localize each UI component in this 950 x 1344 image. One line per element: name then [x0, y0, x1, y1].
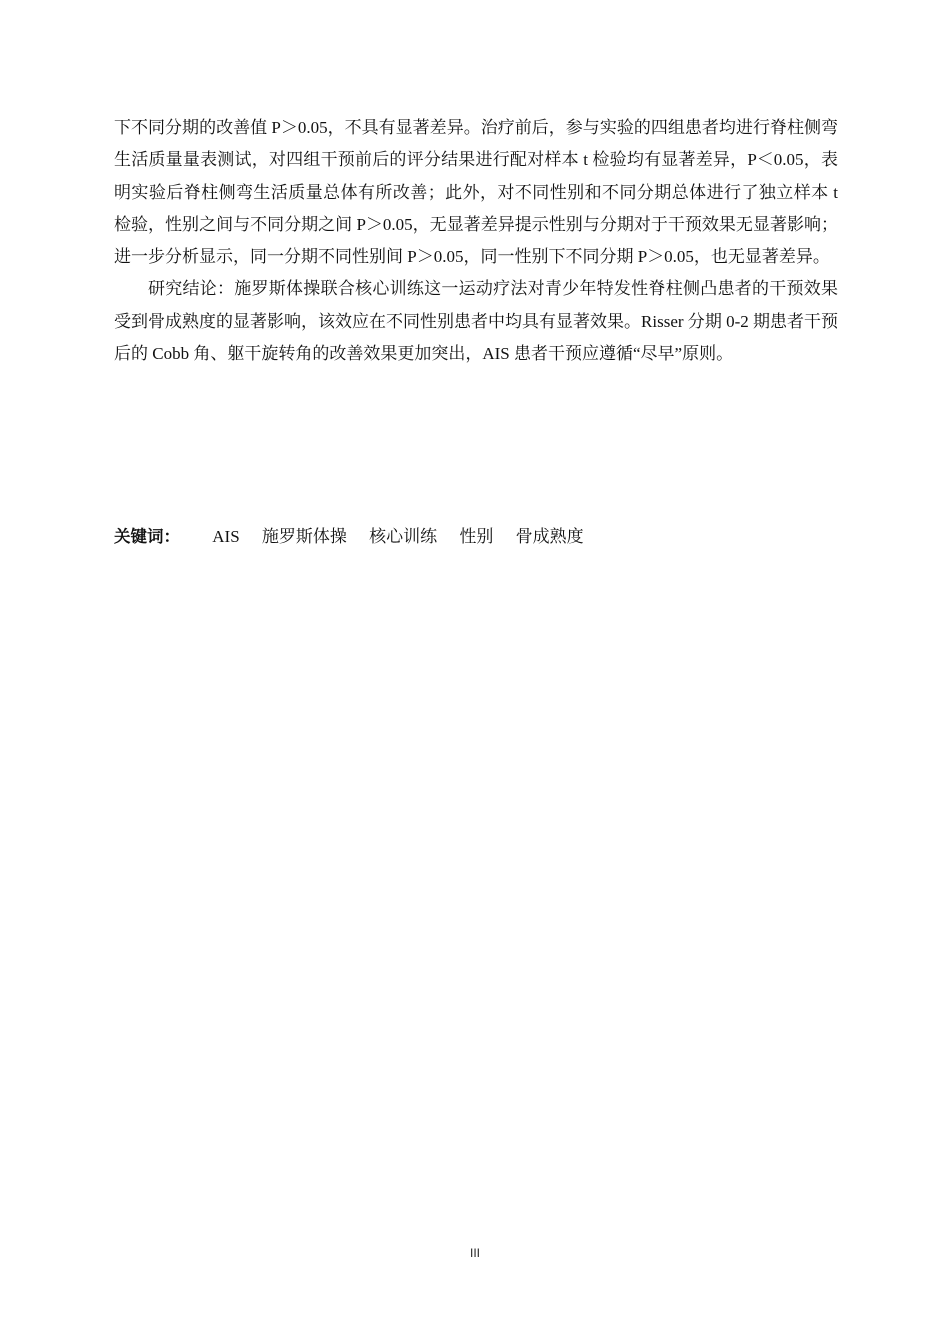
keyword-item: 施罗斯体操 — [261, 527, 347, 546]
results-paragraph: 下不同分期的改善值 P＞0.05，不具有显著差异。治疗前后，参与实验的四组患者均进行脊柱侧弯生活质量量表测试，对四组干预前后的评分结果进行配对样本 t 检验均有显著差异，P＜0.05，表明实验后脊柱侧弯生活质量总体有所改善；此外，对不同性别和不同分期总体进行了独立样本 t 检验，性别之间与不同分期之间 P＞0.05，无显著差异提示性别与分期对于干预效果无显著影响；进一步分析显示，同一分期不同性别间 P＞0.05，同一性别下不同分期 P＞0.05，也无显著差异。 — [114, 118, 838, 267]
conclusion-paragraph: 研究结论：施罗斯体操联合核心训练这一运动疗法对青少年特发性脊柱侧凸患者的干预效果受到骨成熟度的显著影响，该效应在不同性别患者中均具有显著效果。Risser 分期 0-2 期患者干预后的 Cobb 角、躯干旋转角的改善效果更加突出，AIS 患者干预应遵循“尽早”原则。 — [114, 279, 838, 364]
keywords-line — [114, 521, 602, 553]
keyword-item: AIS — [212, 527, 240, 546]
keyword-item: 性别 — [459, 527, 494, 546]
page-number: III — [469, 1246, 480, 1260]
keyword-item: 骨成熟度 — [515, 527, 584, 546]
abstract-body — [114, 112, 838, 370]
keywords-label: 关键词： — [114, 527, 180, 546]
keyword-item: 核心训练 — [369, 527, 438, 546]
